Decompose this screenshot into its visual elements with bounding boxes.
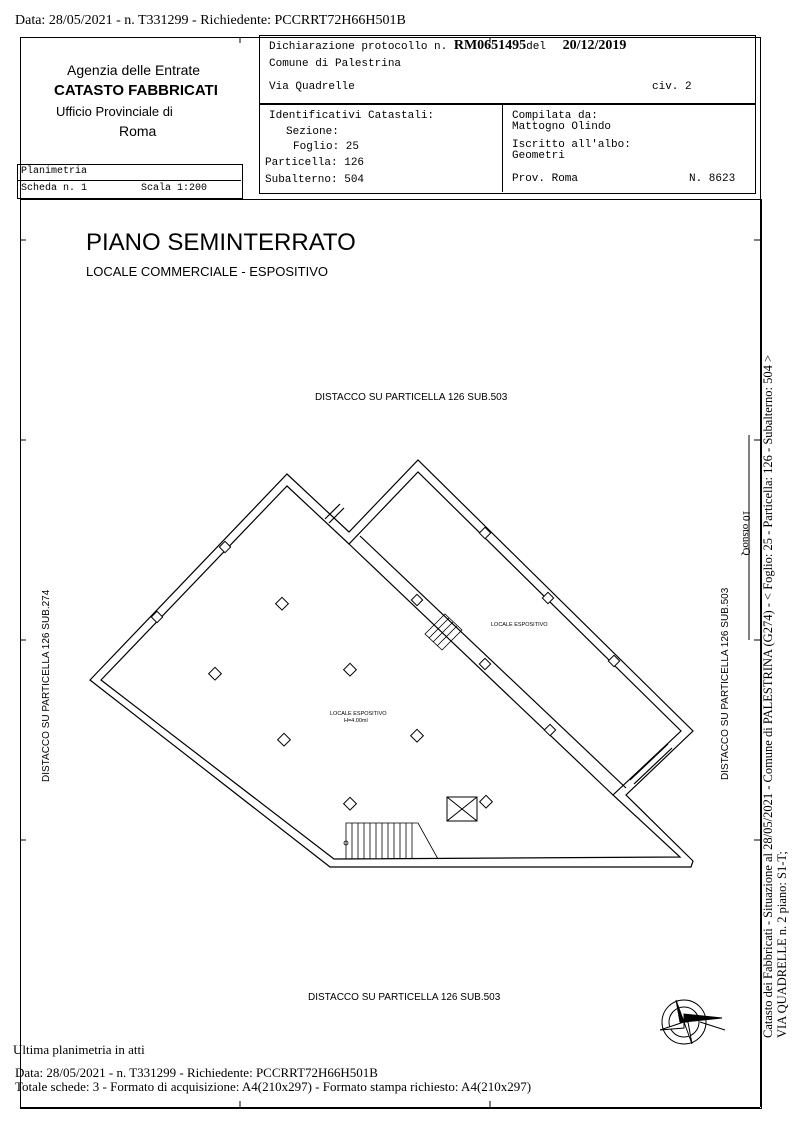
compilata-prov: Prov. Roma [512,173,579,185]
ident-sezione: Sezione: [286,126,339,138]
drawing-subtitle: LOCALE COMMERCIALE - ESPOSITIVO [86,264,328,279]
north-compass [660,1000,725,1044]
agency-line1: Agenzia delle Entrate [67,62,201,78]
outer-wall [90,460,693,867]
room-right-label: LOCALE ESPOSITIVO [491,622,548,628]
compilata-numero: N. 8623 [689,173,736,185]
compilata-albo: Geometri [512,150,565,162]
skylight [447,797,477,821]
pillar [544,724,555,735]
pillar [151,611,162,622]
divider-wall-b [360,536,626,788]
ident-title: Identificativi Catastali: [269,110,435,122]
room-main-label: LOCALE ESPOSITIVO [330,711,387,717]
pillar [479,527,490,538]
protocol-civ: civ. 2 [652,81,692,93]
scheda-planimetria: Planimetria [21,166,88,177]
pillar [411,729,424,742]
drawing-title: PIANO SEMINTERRATO [86,229,356,256]
distacco-right: DISTACCO SU PARTICELLA 126 SUB.503 [720,587,731,780]
agency-line3: Ufficio Provinciale di [56,104,173,119]
pillar [542,592,553,603]
footer-line1: Data: 28/05/2021 - n. T331299 - Richiedente: PCCRRT72H66H501B [15,1065,378,1080]
protocol-date: 20/12/2019 [562,38,627,53]
distacco-bottom: DISTACCO SU PARTICELLA 126 SUB.503 [308,992,501,1003]
distacco-left: DISTACCO SU PARTICELLA 126 SUB.274 [41,589,52,782]
side-stamp: 10 otsuoQ [740,510,752,556]
agency-line2: CATASTO FABBRICATI [54,82,218,99]
pillar [411,594,422,605]
side-text-line1: Catasto dei Fabbricati - Situazione al 28/05/2021 - Comune di PALESTRINA (G274) - < Foglio: 25 - Particella: 126 - Subalterno: 504 > [761,355,775,1038]
pillar [344,797,357,810]
inner-wall [101,472,681,859]
scheda-numero: Scheda n. 1 [21,183,88,194]
footer-ultima: Ultima planimetria in atti [13,1042,145,1057]
room-main-height: H=4.00ml [344,718,368,724]
compilata-iscritto: Iscritto all'albo: [512,139,631,151]
pillar [480,795,493,808]
protocol-del: del [526,41,546,53]
protocol-label-text: Dichiarazione protocollo n. [269,41,448,53]
scheda-scala: Scala 1:200 [141,183,208,194]
pillar [276,597,289,610]
ident-foglio: Foglio: 25 [293,141,360,153]
protocol-via: Via Quadrelle [269,81,355,93]
side-text-line2: VIA QUADRELLE n. 2 piano: S1-T; [775,851,789,1038]
pillar [344,663,357,676]
divider-wall-a [349,544,613,795]
protocol-number: RM0651495 [453,38,527,53]
pillar [278,733,291,746]
header-top-line: Data: 28/05/2021 - n. T331299 - Richiedente: PCCRRT72H66H501B [15,13,406,28]
footer-line2: Totale schede: 3 - Formato di acquisizione: A4(210x297) - Formato stampa richiesto: A4(210x297) [15,1079,532,1094]
stairs-bottom [344,823,438,859]
compilata-name: Mattogno Olindo [512,121,612,133]
ident-particella: Particella: 126 [265,157,365,169]
agency-line4: Roma [119,123,157,139]
compilata-title: Compilata da: [512,110,598,122]
pillar [209,667,222,680]
ident-subalterno: Subalterno: 504 [265,174,365,186]
protocol-comune: Comune di Palestrina [269,58,402,70]
distacco-top: DISTACCO SU PARTICELLA 126 SUB.503 [315,392,508,403]
pillar [479,658,490,669]
stairs-middle [425,614,462,650]
